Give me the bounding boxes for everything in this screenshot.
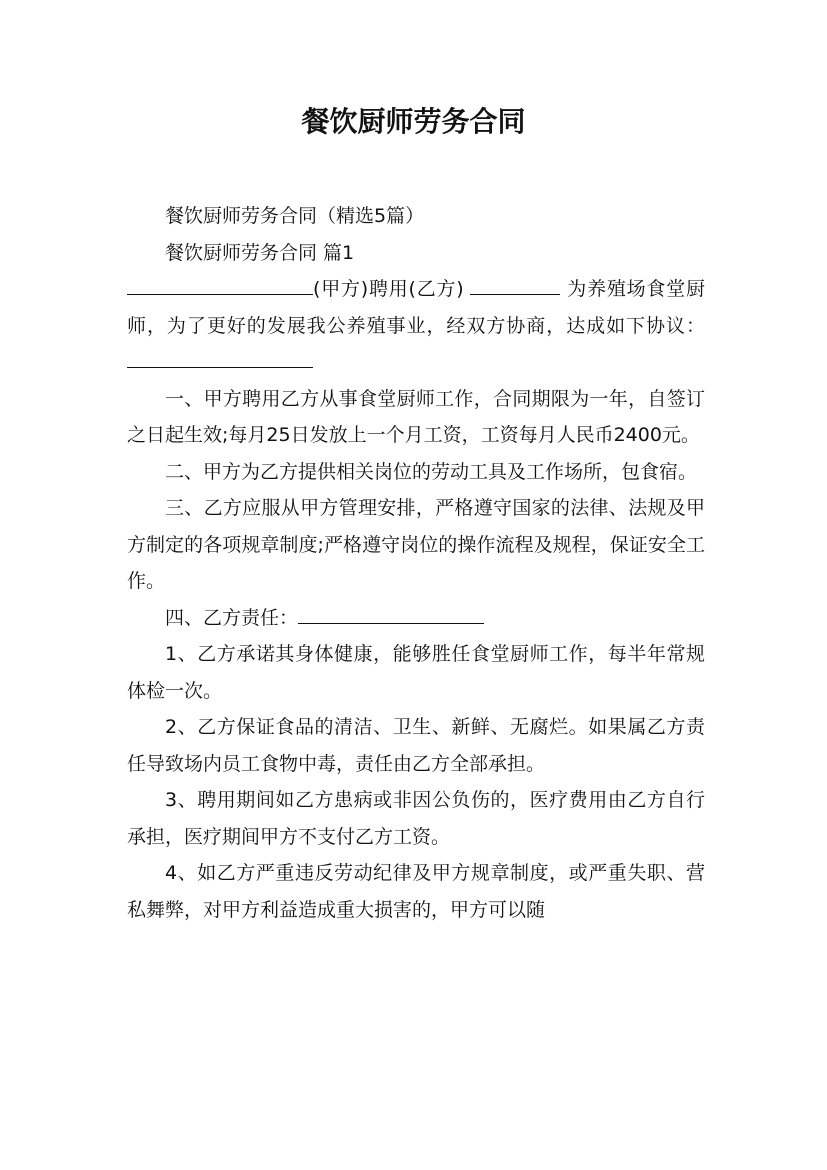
blank-line-agreement <box>127 347 313 368</box>
paragraph-preamble <box>127 271 705 381</box>
paragraph-clause-4 <box>127 600 705 637</box>
paragraph-subtitle: 餐饮厨师劳务合同（精选5篇） <box>165 205 425 227</box>
preamble-text-a: (甲方)聘用(乙方) <box>313 278 471 300</box>
paragraph-section-heading: 餐饮厨师劳务合同 篇1 <box>165 241 355 264</box>
blank-line-responsibility <box>298 603 484 624</box>
paragraph-item-2: 2、乙方保证食品的清洁、卫生、新鲜、无腐烂。如果属乙方责任导致场内员工食物中毒，责任由乙方全部承担。 <box>127 716 705 775</box>
preamble-text-b: 为养殖场食堂厨师，为了更好的发展我公养殖事业，经双方协商，达成如下协议： <box>127 278 705 337</box>
paragraph-item-1: 1、乙方承诺其身体健康，能够胜任食堂厨师工作，每半年常规体检一次。 <box>127 643 705 702</box>
paragraph-clause-2: 二、甲方为乙方提供相关岗位的劳动工具及工作场所，包食宿。 <box>165 460 698 483</box>
blank-line-party-b <box>470 274 560 295</box>
paragraph-clause-3: 三、乙方应服从甲方管理安排，严格遵守国家的法律、法规及甲方制定的各项规章制度;严格遵守岗位的操作流程及规程，保证安全工作。 <box>127 497 705 592</box>
document-title: 餐饮厨师劳务合同 <box>301 105 526 138</box>
document-body <box>127 198 705 928</box>
paragraph-clause-1: 一、甲方聘用乙方从事食堂厨师工作，合同期限为一年，自签订之日起生效;每月25日发放上一个月工资，工资每月人民币2400元。 <box>127 387 705 446</box>
paragraph-item-4: 4、如乙方严重违反劳动纪律及甲方规章制度，或严重失职、营私舞弊，对甲方利益造成重大损害的，甲方可以随 <box>127 862 705 921</box>
blank-line-party-a <box>127 274 313 295</box>
paragraph-item-3: 3、聘用期间如乙方患病或非因公负伤的，医疗费用由乙方自行承担，医疗期间甲方不支付乙方工资。 <box>127 789 705 848</box>
clause-4-text: 四、乙方责任： <box>165 606 299 629</box>
